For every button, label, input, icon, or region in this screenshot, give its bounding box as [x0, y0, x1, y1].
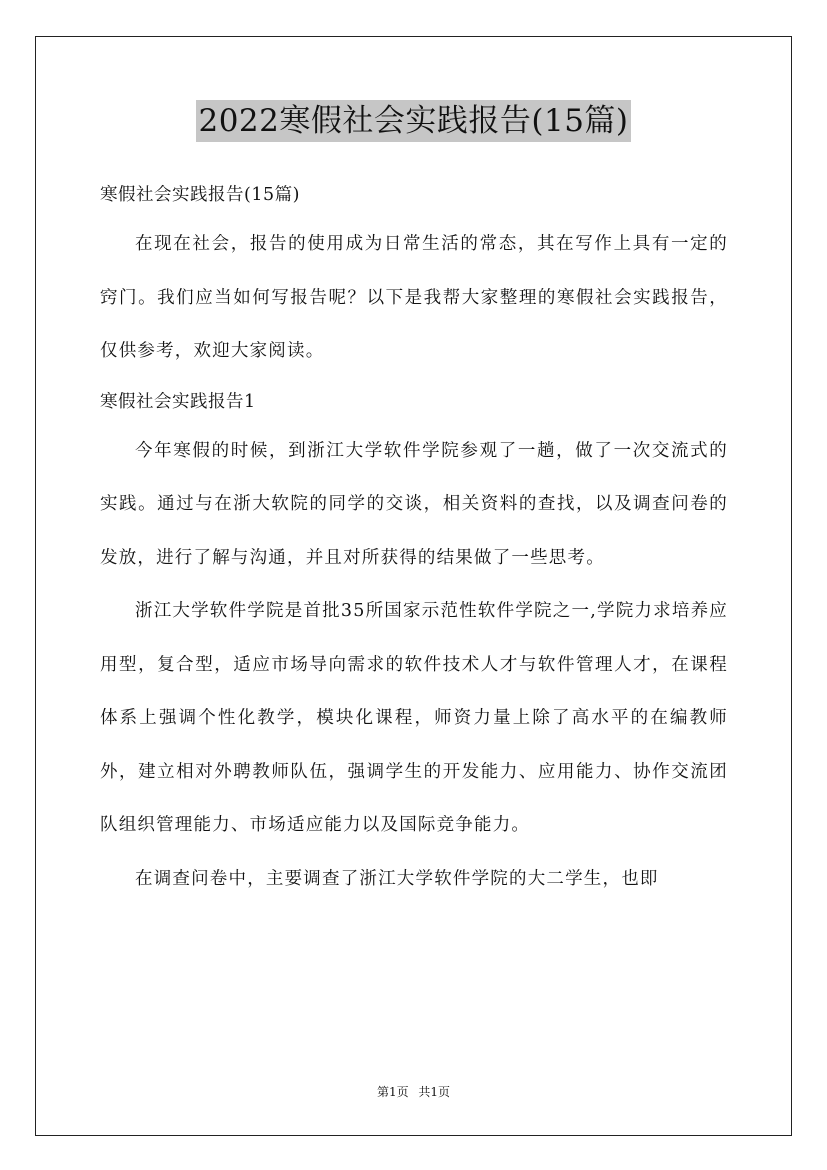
- body-paragraph: 浙江大学软件学院是首批35所国家示范性软件学院之一,学院力求培养应用型，复合型，适应市场导向需求的软件技术人才与软件管理人才，在课程体系上强调个性化教学，模块化课程，师资力量上除了高水平的在编教师外，建立相对外聘教师队伍，强调学生的开发能力、应用能力、协作交流团队组织管理能力、市场适应能力以及国际竞争能力。: [100, 601, 728, 835]
- page-total: 共1页: [418, 1085, 451, 1099]
- document-subtitle: 寒假社会实践报告(15篇): [100, 185, 300, 205]
- page-footer: [0, 1083, 827, 1100]
- section-heading: 寒假社会实践报告1: [100, 391, 256, 412]
- page-number: 第1页: [376, 1085, 409, 1099]
- body-paragraph: 今年寒假的时候，到浙江大学软件学院参观了一趟，做了一次交流式的实践。通过与在浙大软院的同学的交谈，相关资料的查找，以及调查问卷的发放，进行了解与沟通，并且对所获得的结果做了一些思考。: [100, 440, 728, 568]
- intro-paragraph: 在现在社会，报告的使用成为日常生活的常态，其在写作上具有一定的窍门。我们应当如何写报告呢？以下是我帮大家整理的寒假社会实践报告，仅供参考，欢迎大家阅读。: [100, 234, 728, 361]
- document-title: 2022寒假社会实践报告(15篇): [196, 100, 630, 142]
- document-body: [100, 172, 728, 906]
- title-container: [0, 100, 827, 142]
- body-paragraph: 在调查问卷中，主要调查了浙江大学软件学院的大二学生，也即: [135, 868, 659, 889]
